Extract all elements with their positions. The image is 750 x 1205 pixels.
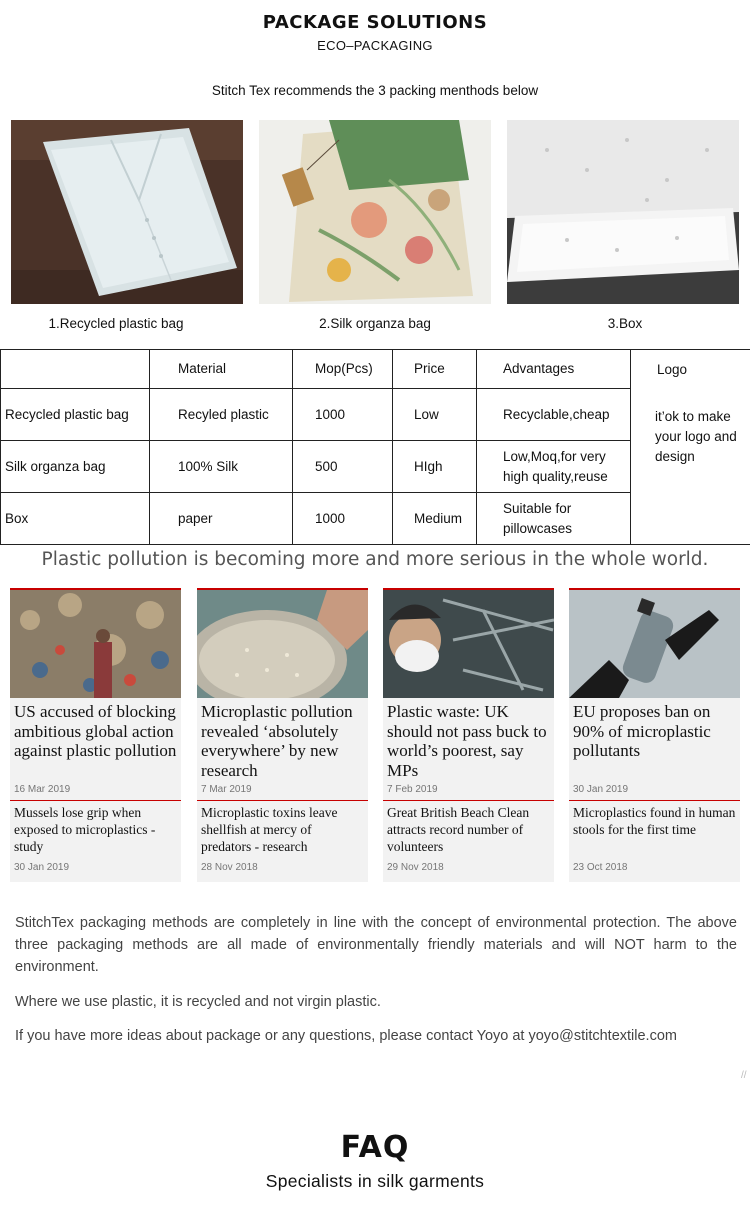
white-gift-box-photo [507,120,739,304]
page-subtitle: ECO–PACKAGING [317,38,433,53]
floral-fabric-bag-photo [259,120,491,304]
news-date: 30 Jan 2019 [573,784,629,795]
faq-title: FAQ [340,1130,410,1165]
row-moq: 1000 [293,389,393,441]
news-secondary-headline: Great British Beach Clean attracts record number of volunteers [387,805,530,854]
logo-note: it’ok to make your logo and design [655,409,737,464]
news-headline: Plastic waste: UK should not pass buck to world’s poorest, say MPs [387,702,547,780]
header-advantages: Advantages [477,350,631,389]
row-advantages: Recyclable,cheap [477,389,631,441]
news-date: 7 Feb 2019 [387,784,438,795]
row-advantages: Suitable for pillowcases [477,493,631,545]
recycled-plastic-note: Where we use plastic, it is recycled and not virgin plastic. [15,994,381,1010]
row-name: Box [1,493,150,545]
header-price: Price [393,350,477,389]
folded-shirt-photo [11,120,243,304]
page-title: PACKAGE SOLUTIONS [262,12,488,33]
news-date: 7 Mar 2019 [201,784,252,795]
contact-note: If you have more ideas about package or any questions, please contact Yoyo at yoyo@stitchtextile.com [15,1028,677,1044]
logo-column [631,350,750,545]
pollution-warning: Plastic pollution is becoming more and more serious in the whole world. [41,549,709,570]
news-secondary-date: 28 Nov 2018 [201,862,258,873]
news-secondary-headline: Microplastic toxins leave shellfish at mercy of predators - research [201,805,338,854]
packaging-comparison-table [0,349,750,545]
row-advantages: Low,Moq,for very high quality,reuse [477,441,631,493]
caption-silk-bag: 2.Silk organza bag [319,316,431,331]
news-date: 16 Mar 2019 [14,784,71,795]
intro-text: Stitch Tex recommends the 3 packing menthods below [211,83,539,98]
row-price: Low [393,389,477,441]
row-name: Silk organza bag [1,441,150,493]
row-material: 100% Silk [150,441,293,493]
decorative-mark: // [741,1070,747,1081]
table-header-row [1,350,750,389]
header-empty-cell [1,350,150,389]
caption-box: 3.Box [607,316,643,331]
row-material: Recyled plastic [150,389,293,441]
masked-worker-photo [383,590,554,698]
landfill-worker-photo [10,590,181,698]
sieve-sand-photo [197,590,368,698]
caption-recycled-bag: 1.Recycled plastic bag [48,316,184,331]
row-moq: 1000 [293,493,393,545]
news-card[interactable] [569,588,740,882]
faq-subtitle: Specialists in silk garments [265,1171,485,1191]
news-headline: Microplastic pollution revealed ‘absolutely everywhere’ by new research [201,702,353,780]
header-logo: Logo [657,362,688,377]
row-price: HIgh [393,441,477,493]
news-card[interactable] [10,588,181,882]
row-name: Recycled plastic bag [1,389,150,441]
header-material: Material [150,350,293,389]
news-headline: EU proposes ban on 90% of microplastic pollutants [573,702,711,760]
news-headline: US accused of blocking ambitious global action against plastic pollution [14,702,177,760]
news-secondary-headline: Mussels lose grip when exposed to microplastics - study [14,805,156,854]
row-price: Medium [393,493,477,545]
row-material: paper [150,493,293,545]
bottle-silhouette-photo [569,590,740,698]
news-secondary-date: 29 Nov 2018 [387,862,444,873]
news-card[interactable] [383,588,554,882]
news-secondary-date: 23 Oct 2018 [573,862,628,873]
news-secondary-headline: Microplastics found in human stools for the first time [573,805,736,837]
eco-statement: StitchTex packaging methods are completely in line with the concept of environmental protection. The above three packaging methods are all made of environmentally friendly materials and will NOT harm to the environment. [15,915,737,975]
row-moq: 500 [293,441,393,493]
news-secondary-date: 30 Jan 2019 [14,862,70,873]
news-card[interactable] [197,588,368,882]
header-moq: Mop(Pcs) [293,350,393,389]
